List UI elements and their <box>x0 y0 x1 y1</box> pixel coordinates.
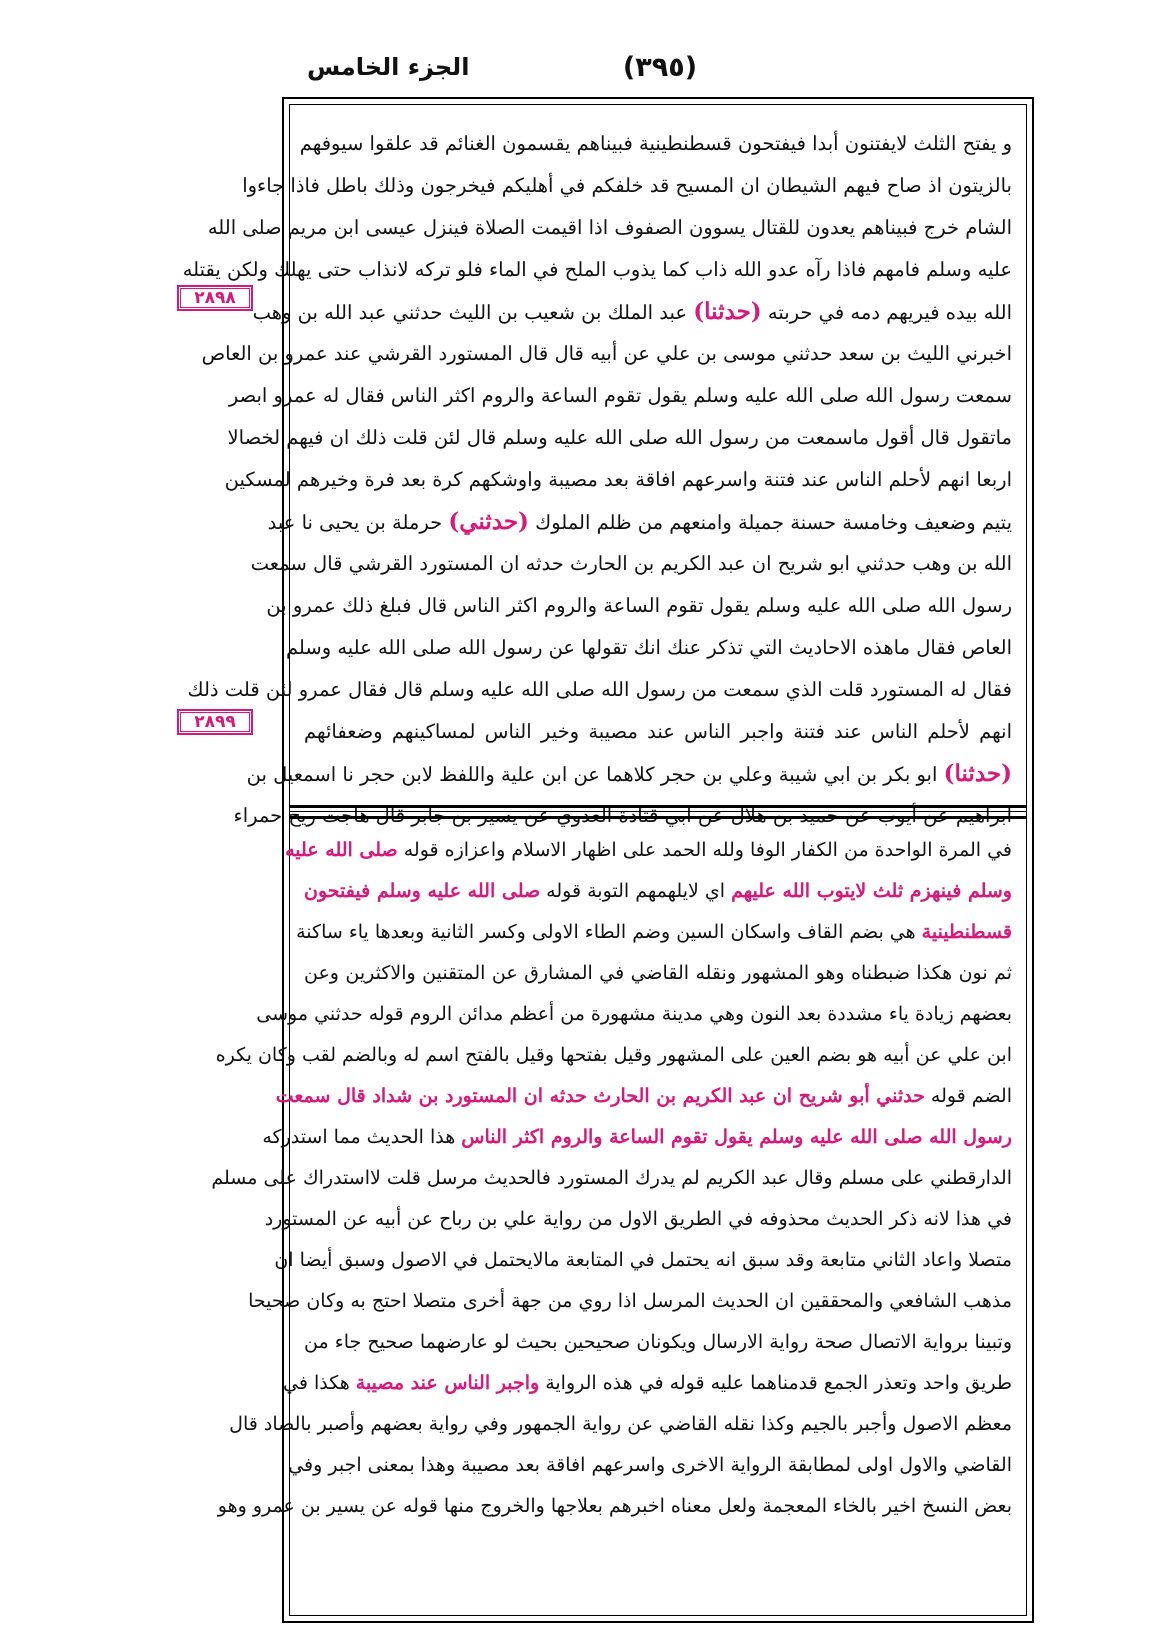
text-segment: في المرة الواحدة من الكفار الوفا ولله الحمد على اظهار الاسلام واعزازه قوله <box>397 839 1012 861</box>
text-segment: رسول الله صلى الله عليه وسلم يقول تقوم الساعة والروم اكثر الناس قال فبلغ ذلك عمرو بن <box>266 594 1012 617</box>
quoted-phrase: قسطنطينية <box>921 921 1012 943</box>
text-line <box>201 333 1012 375</box>
text-line <box>304 1322 1012 1363</box>
text-segment: و يفتح الثلث لايفتنون أبدا فيفتحون قسطنطينية فبيناهم يقسمون الغنائم قد علقوا سيوفهم <box>299 132 1012 155</box>
text-segment: بعضهم زيادة ياء مشددة بعد النون وهي مدينة مشهورة من أعظم مدائن الروم قوله حدثني موسى <box>256 1003 1012 1025</box>
text-line <box>264 1199 1012 1240</box>
text-segment: انهم لأحلم الناس عند فتنة واجبر الناس عند مصيبة وخير الناس لمساكينهم وضعفائهم <box>304 720 1012 743</box>
text-segment: طريق واحد وتعذر الجمع قدمناهما عليه قوله في هذه الرواية <box>539 1372 1012 1394</box>
text-line <box>207 207 1012 249</box>
text-segment: حرملة بن يحيى نا عبد <box>267 511 449 534</box>
text-segment: عبد الملك بن شعيب بن الليث حدثني عبد الله بن وهب <box>252 301 694 324</box>
text-segment: العاص فقال ماهذه الاحاديث التي تذكر عنك انك تقولها عن رسول الله صلى الله عليه وسلم <box>285 636 1012 659</box>
text-segment: القاضي والاول اولى لمطابقة الرواية الاخرى واسرعهم افاقة بعد مصيبة وهذا بمعنى اجبر وفي <box>288 1454 1012 1476</box>
text-line <box>228 375 1012 417</box>
text-segment: اربعا انهم لأحلم الناس عند فتنة واسرعهم افاقة بعد مصيبة واوشكهم كرة بعد فرة وخيرهم لمسكين <box>224 468 1012 491</box>
text-segment: يتيم وضعيف وخامسة حسنة جميلة وامنعهم من ظلم الملوك <box>528 511 1012 534</box>
text-line <box>267 501 1012 543</box>
text-line <box>304 953 1012 994</box>
text-line <box>275 1076 1012 1117</box>
text-line <box>296 912 1012 953</box>
page-number: (٣٩٥) <box>622 52 698 83</box>
text-segment: الشام خرج فبيناهم يعدون للقتال يسوون الصفوف اذا اقيمت الصلاة فينزل عيسى ابن مريم صلى الله <box>207 216 1012 239</box>
text-segment: في هذا لانه ذكر الحديث محذوفه في الطريق الاول من رواية علي بن رباح عن أبيه عن المستورد <box>264 1208 1012 1230</box>
text-line <box>248 1281 1012 1322</box>
text-line <box>262 1117 1012 1158</box>
text-line <box>285 830 1012 871</box>
text-segment: فقال له المستورد قلت الذي سمعت من رسول الله صلى الله عليه وسلم قال فقال عمرو لئن قلت ذلك <box>187 678 1012 701</box>
text-segment: ثم نون هكذا ضبطناه وهو المشهور ونقله القاضي في المشارق عن المتقنين والاكثرين وعن <box>304 962 1012 984</box>
text-segment: الله بيده فيريهم دمه في حربته <box>761 301 1012 324</box>
text-segment: متصلا واعاد الثاني متابعة وقد سبق انه يحتمل في المتابعة مالايحتمل في الاصول وسبق أيضا ان <box>274 1249 1012 1271</box>
hadith-keyword: (حدثني) <box>448 508 529 535</box>
quoted-phrase: وسلم فينهزم ثلث لايتوب الله عليهم <box>731 880 1012 902</box>
text-line <box>304 711 1012 753</box>
text-line <box>246 753 1012 795</box>
sharh-commentary-block <box>211 830 1012 1615</box>
text-line <box>285 627 1012 669</box>
text-segment: الله بن وهب حدثني ابو شريح ان عبد الكريم بن الحارث حدثه ان المستورد القرشي قال سمعت <box>250 552 1012 575</box>
text-line <box>229 1404 1012 1445</box>
text-line <box>274 1240 1012 1281</box>
text-segment: هي بضم القاف واسكان السين وضم الطاء الاولى وكسر الثانية وبعدها ياء ساكنة <box>296 921 922 943</box>
text-line <box>252 291 1012 333</box>
text-line <box>187 669 1012 711</box>
text-line <box>242 165 1012 207</box>
section-divider <box>290 805 1026 819</box>
quoted-phrase: رسول الله صلى الله عليه وسلم يقول تقوم الساعة والروم اكثر الناس <box>461 1126 1012 1148</box>
text-segment: وتبينا برواية الاتصال صحة رواية الارسال ويكونان صحيحين بحيث لو عارضهما صحيح جاء من <box>304 1331 1012 1353</box>
text-segment: اخبرني الليث بن سعد حدثني موسى بن علي عن أبيه قال قال المستورد القرشي عند عمرو بن العاص <box>201 342 1012 365</box>
hadith-keyword: (حدثنا) <box>693 298 762 325</box>
text-line <box>266 585 1012 627</box>
text-line <box>250 543 1012 585</box>
page-header <box>285 44 1035 94</box>
text-line <box>299 123 1012 165</box>
text-line <box>211 1158 1012 1199</box>
text-segment: الضم قوله <box>924 1085 1012 1107</box>
text-line <box>227 417 1012 459</box>
text-segment: معظم الاصول وأجبر بالجيم وكذا نقله القاضي عن رواية الجمهور وفي رواية بعضهم وأصبر بالصاد قال <box>229 1413 1012 1435</box>
text-segment: مذهب الشافعي والمحققين ان الحديث المرسل اذا روي من جهة أخرى متصلا احتج به وكان صحيحا <box>248 1290 1012 1312</box>
text-line <box>256 994 1012 1035</box>
hadith-keyword: (حدثنا) <box>943 760 1012 787</box>
text-line <box>224 459 1012 501</box>
hadith-number-badge: ٢٨٩٩ <box>177 709 253 735</box>
text-segment: ابن علي عن أبيه هو بضم العين على المشهور وقيل بفتحها وقيل بالفتح اسم له وبالضم لقب وكان يكره <box>215 1044 1012 1066</box>
text-line <box>215 1035 1012 1076</box>
text-segment: بعض النسخ اخير بالخاء المعجمة ولعل معناه اخبرهم بعلاجها والخروج منها قوله عن يسير بن عمرو وهو <box>217 1495 1012 1517</box>
text-segment: هذا الحديث مما استدركه <box>262 1126 462 1148</box>
text-segment: عليه وسلم فامهم فاذا رآه عدو الله ذاب كما يذوب الملح في الماء فلو تركه لانذاب حتى يهلك ولكن يقتله <box>182 258 1012 281</box>
text-line <box>304 871 1012 912</box>
part-title: الجزء الخامس <box>307 53 470 81</box>
text-line <box>288 1445 1012 1486</box>
text-line <box>217 1486 1012 1527</box>
quoted-phrase: صلى الله عليه <box>285 839 398 861</box>
text-segment: ابو بكر بن ابي شيبة وعلي بن حجر كلاهما عن ابن علية واللفظ لابن حجر نا اسمعيل بن <box>246 763 944 786</box>
quoted-phrase: واجبر الناس عند مصيبة <box>355 1372 540 1394</box>
text-segment: بالزيتون اذ صاح فيهم الشيطان ان المسيح قد خلفكم في أهليكم فيخرجون وذلك باطل فاذا جاءوا <box>242 174 1012 197</box>
text-segment: ابراهيم عن أيوب عن حميد بن هلال عن ابي قتادة العدوي عن يسير بن جابر قال هاجت ريح حمراء <box>233 804 1012 827</box>
text-line <box>282 1363 1012 1404</box>
hadith-number-badge: ٢٨٩٨ <box>177 285 253 311</box>
quoted-phrase: صلى الله عليه وسلم فيفتحون <box>304 880 541 902</box>
text-segment: هكذا في <box>282 1372 356 1394</box>
text-line <box>182 249 1012 291</box>
text-segment: الدارقطني على مسلم وقال عبد الكريم لم يدرك المستورد فالحديث مرسل قلت لااستدراك على مسلم <box>211 1167 1012 1189</box>
text-segment: سمعت رسول الله صلى الله عليه وسلم يقول تقوم الساعة والروم اكثر الناس فقال له عمرو ابصر <box>228 384 1012 407</box>
text-segment: اي لايلهمهم التوبة قوله <box>540 880 732 902</box>
quoted-phrase: حدثني أبو شريح ان عبد الكريم بن الحارث حدثه ان المستورد بن شداد قال سمعت <box>275 1085 925 1107</box>
text-segment: ماتقول قال أقول ماسمعت من رسول الله صلى الله عليه وسلم قال لئن قلت ذلك ان فيهم لخصالا <box>227 426 1012 449</box>
